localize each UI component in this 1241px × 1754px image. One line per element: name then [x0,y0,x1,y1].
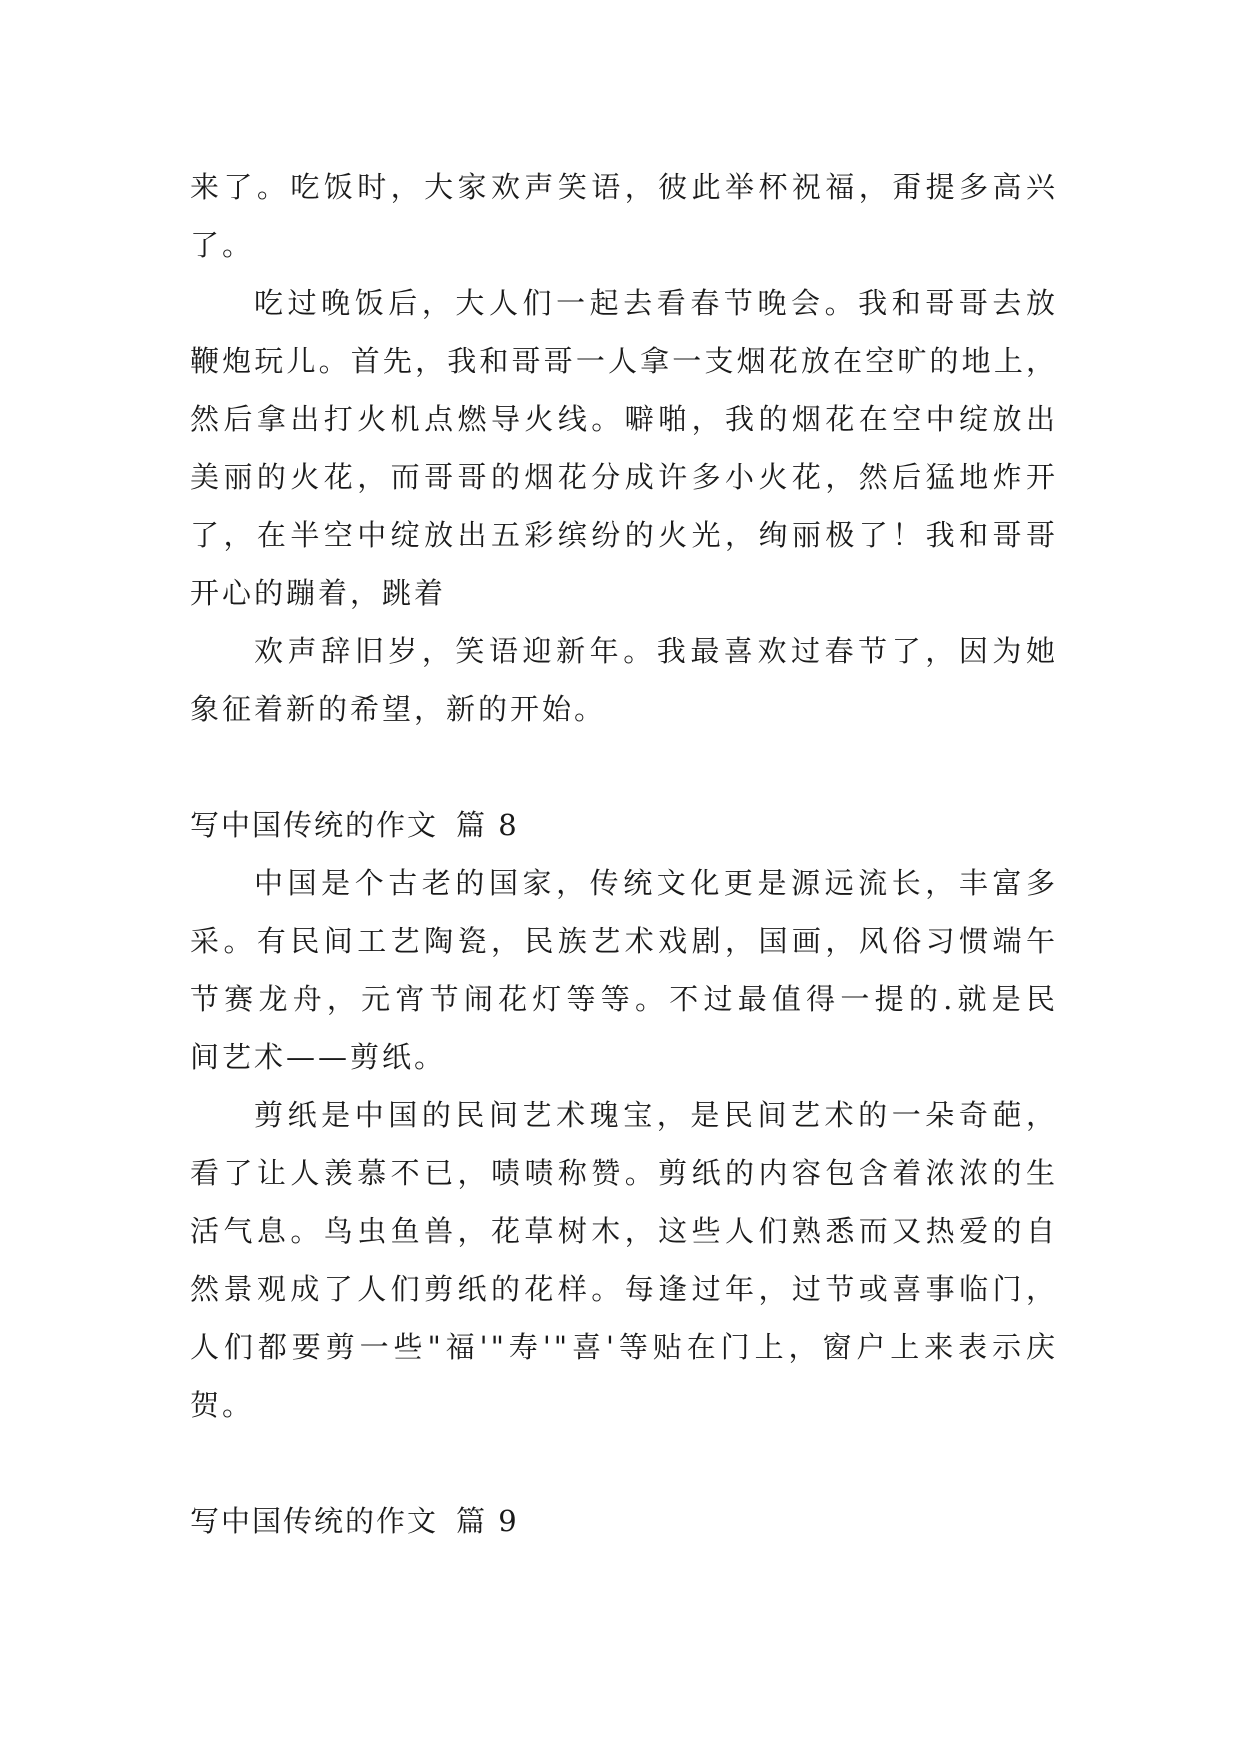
section-number: 篇 9 [456,1504,519,1538]
text-line: 活气息。鸟虫鱼兽，花草树木，这些人们熟悉而又热爱的自 [190,1214,1058,1248]
section-spacer [190,1434,1058,1492]
text-line: 人们都要剪一些"福'"寿'"喜'等贴在门上，窗户上来表示庆 [190,1330,1058,1364]
document-page [190,158,1058,1550]
text-line: 美丽的火花，而哥哥的烟花分成许多小火花，然后猛地炸开 [190,460,1058,494]
text-line: 象征着新的希望，新的开始。 [190,692,607,726]
text-line: 剪纸是中国的民间艺术瑰宝，是民间艺术的一朵奇葩， [254,1098,1058,1132]
paragraph [190,158,1058,274]
text-line: 吃过晚饭后，大人们一起去看春节晚会。我和哥哥去放 [254,286,1058,320]
section-heading [190,796,1058,854]
text-line: 欢声辞旧岁，笑语迎新年。我最喜欢过春节了，因为她 [254,634,1058,668]
text-line: 采。有民间工艺陶瓷，民族艺术戏剧，国画，风俗习惯端午 [190,924,1058,958]
section-number: 篇 8 [456,808,519,842]
text-line: 了，在半空中绽放出五彩缤纷的火光，绚丽极了！我和哥哥 [190,518,1058,552]
section-heading [190,1492,1058,1550]
section-title: 写中国传统的作文 [190,808,439,842]
text-line: 间艺术——剪纸。 [190,1040,447,1074]
paragraph [190,274,1058,622]
section-title: 写中国传统的作文 [190,1504,439,1538]
text-line: 了。 [190,228,255,262]
section-spacer [190,738,1058,796]
paragraph [190,622,1058,738]
text-line: 然景观成了人们剪纸的花样。每逢过年，过节或喜事临门， [190,1272,1058,1306]
paragraph [190,854,1058,1086]
text-line: 然后拿出打火机点燃导火线。噼啪，我的烟花在空中绽放出 [190,402,1058,436]
text-line: 中国是个古老的国家，传统文化更是源远流长，丰富多 [254,866,1058,900]
text-line: 开心的蹦着，跳着 [190,576,447,610]
text-line: 鞭炮玩儿。首先，我和哥哥一人拿一支烟花放在空旷的地上， [190,344,1058,378]
text-line: 看了让人羡慕不已，啧啧称赞。剪纸的内容包含着浓浓的生 [190,1156,1058,1190]
paragraph [190,1086,1058,1434]
text-line: 节赛龙舟，元宵节闹花灯等等。不过最值得一提的.就是民 [190,982,1058,1016]
text-line: 贺。 [190,1388,255,1422]
text-line: 来了。吃饭时，大家欢声笑语，彼此举杯祝福，甭提多高兴 [190,170,1058,204]
